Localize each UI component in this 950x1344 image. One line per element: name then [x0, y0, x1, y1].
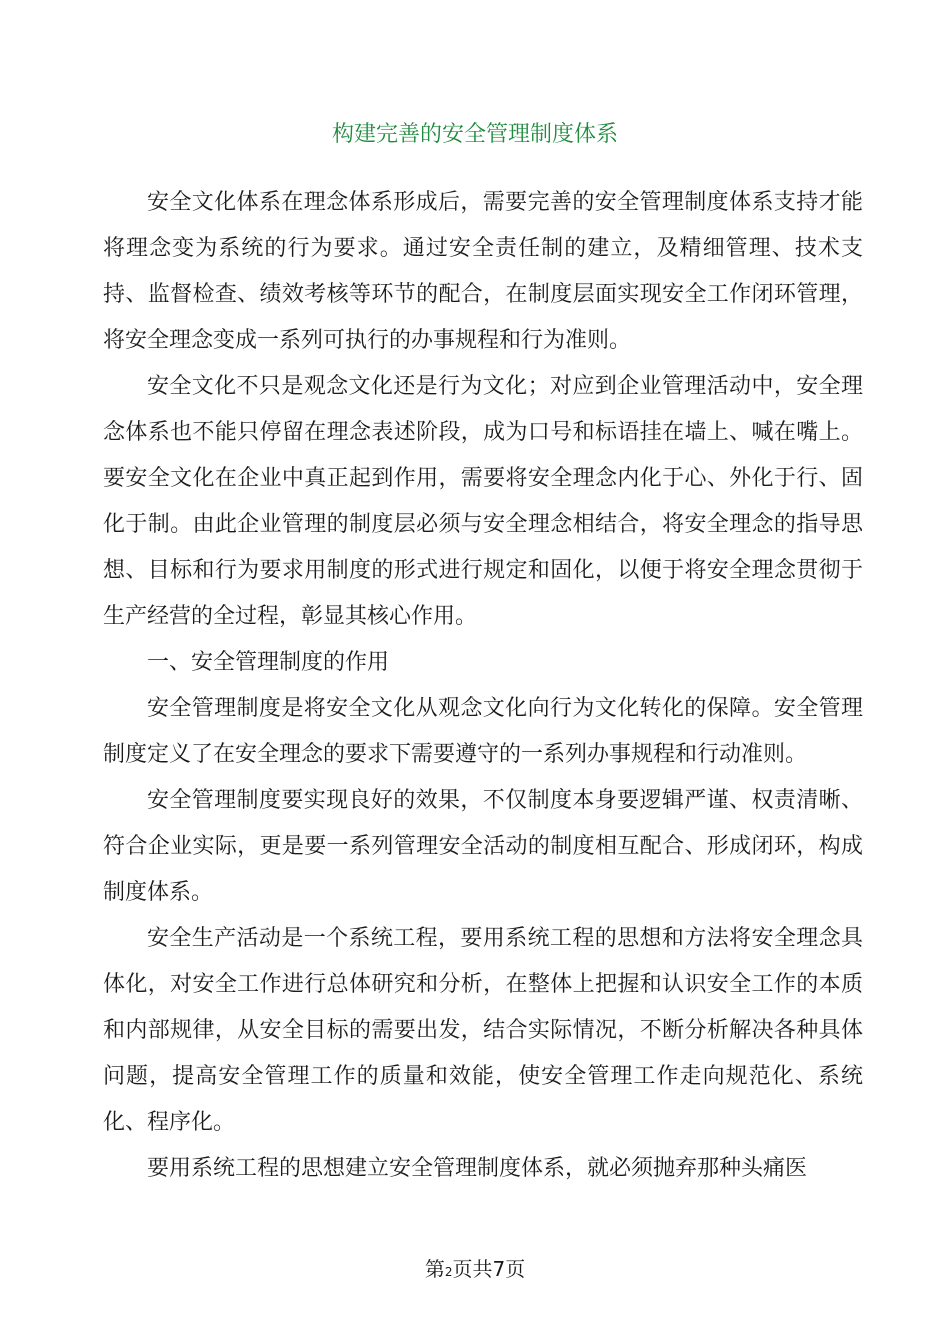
paragraph: 安全文化体系在理念体系形成后，需要完善的安全管理制度体系支持才能将理念变为系统的行为要求。通过安全责任制的建立，及精细管理、技术支持、监督检查、绩效考核等环节的配合，在制度层面实现安全工作闭环管理，将安全理念变成一系列可执行的办事规程和行为准则。 [103, 190, 863, 353]
footer-middle: 页共 [452, 1257, 493, 1281]
footer-suffix: 页 [505, 1257, 526, 1281]
section-heading: 一、安全管理制度的作用 [147, 650, 390, 675]
footer-page-number: 2 [444, 1265, 453, 1279]
paragraph: 安全管理制度要实现良好的效果，不仅制度本身要逻辑严谨、权责清晰、符合企业实际，更是要一系列管理安全活动的制度相互配合、形成闭环，构成制度体系。 [103, 788, 863, 905]
footer-prefix: 第 [424, 1257, 445, 1281]
document-body [103, 180, 863, 1192]
paragraph: 要用系统工程的思想建立安全管理制度体系，就必须抛弃那种头痛医 [147, 1156, 808, 1181]
paragraph: 安全管理制度是将安全文化从观念文化向行为文化转化的保障。安全管理制度定义了在安全理念的要求下需要遵守的一系列办事规程和行动准则。 [103, 696, 863, 767]
paragraph: 安全文化不只是观念文化还是行为文化；对应到企业管理活动中，安全理念体系也不能只停留在理念表述阶段，成为口号和标语挂在墙上、喊在嘴上。要安全文化在企业中真正起到作用，需要将安全理念内化于心、外化于行、固化于制。由此企业管理的制度层必须与安全理念相结合，将安全理念的指导思想、目标和行为要求用制度的形式进行规定和固化，以便于将安全理念贯彻于生产经营的全过程，彰显其核心作用。 [103, 374, 863, 629]
footer-total-pages: 7 [492, 1257, 506, 1281]
page-footer [0, 1254, 950, 1287]
paragraph: 安全生产活动是一个系统工程，要用系统工程的思想和方法将安全理念具体化，对安全工作进行总体研究和分析，在整体上把握和认识安全工作的本质和内部规律，从安全目标的需要出发，结合实际情况，不断分析解决各种具体问题，提高安全管理工作的质量和效能，使安全管理工作走向规范化、系统化、程序化。 [103, 926, 863, 1135]
page-title: 构建完善的安全管理制度体系 [331, 122, 618, 147]
